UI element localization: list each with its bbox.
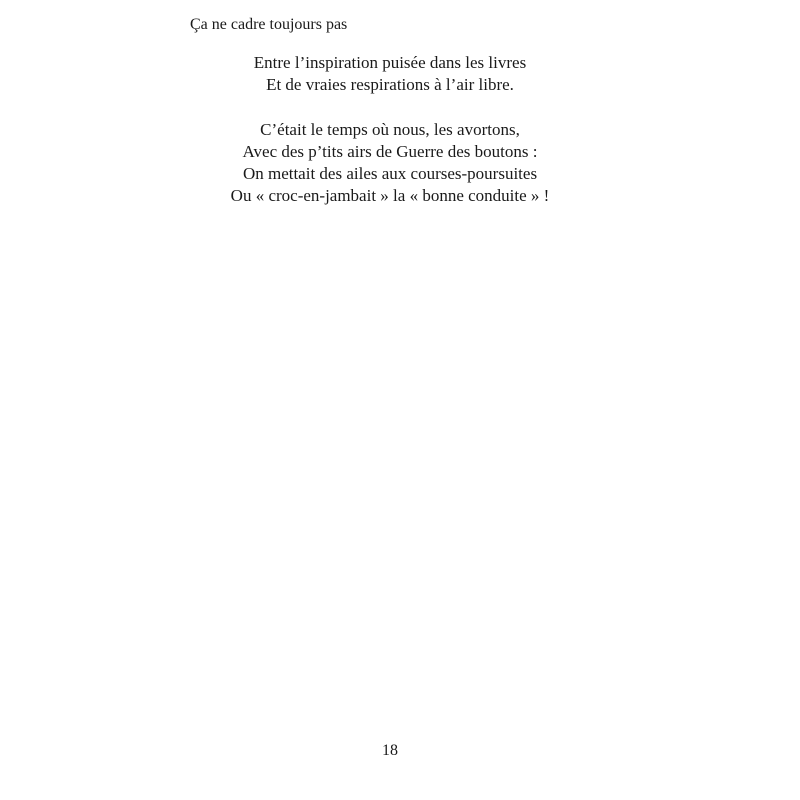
- running-head: Ça ne cadre toujours pas: [190, 16, 348, 33]
- stanza: [190, 119, 590, 207]
- verse-line: Ou « croc-en-jambait » la « bonne conduite » !: [230, 186, 550, 205]
- verse-line: C’était le temps où nous, les avortons,: [260, 120, 520, 139]
- verse-line: Entre l’inspiration puisée dans les livres: [253, 53, 527, 72]
- stanza: [190, 52, 590, 96]
- verse-line: Avec des p’tits airs de Guerre des boutons :: [242, 142, 538, 161]
- verse-line: On mettait des ailes aux courses-poursuites: [242, 164, 538, 183]
- page-number: 18: [382, 742, 398, 759]
- verse-line: Et de vraies respirations à l’air libre.: [266, 75, 514, 94]
